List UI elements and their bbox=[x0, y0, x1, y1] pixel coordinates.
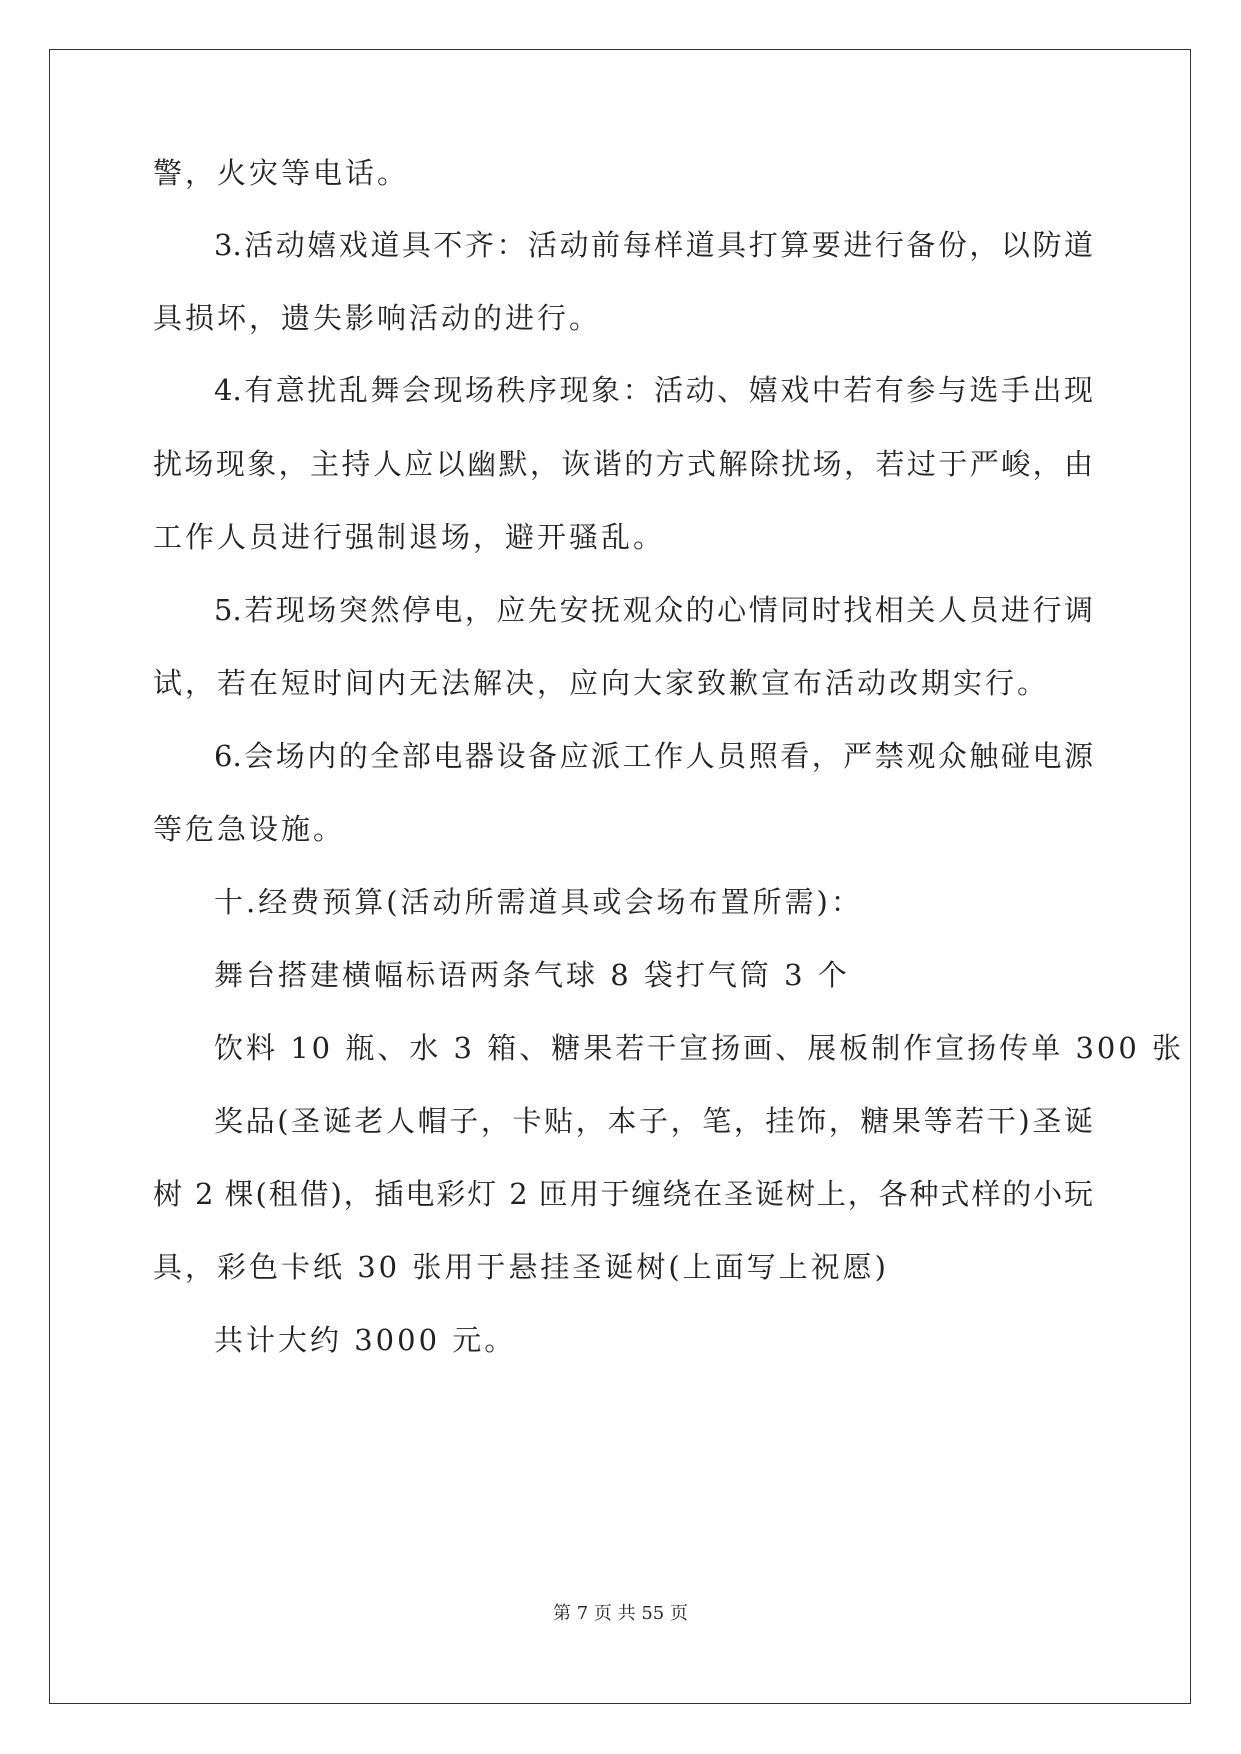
text-line: 具损坏，遗失影响活动的进行。 bbox=[153, 301, 602, 335]
text-line: 试，若在短时间内无法解决，应向大家致歉宣布活动改期实行。 bbox=[153, 666, 1050, 700]
text-line: 奖品(圣诞老人帽子，卡贴，本子，笔，挂饰，糖果等若干)圣诞 bbox=[214, 1104, 1093, 1138]
text-line: 具，彩色卡纸 30 张用于悬挂圣诞树(上面写上祝愿) bbox=[153, 1250, 889, 1284]
text-line: 舞台搭建横幅标语两条气球 8 袋打气筒 3 个 bbox=[214, 958, 850, 992]
text-line: 工作人员进行强制退场，避开骚乱。 bbox=[153, 520, 666, 554]
text-line: 6.会场内的全部电器设备应派工作人员照看，严禁观众触碰电源 bbox=[214, 739, 1093, 773]
text-line: 5.若现场突然停电，应先安抚观众的心情同时找相关人员进行调 bbox=[214, 593, 1093, 627]
text-line: 扰场现象，主持人应以幽默，诙谐的方式解除扰场，若过于严峻，由 bbox=[153, 447, 1093, 481]
text-line: 等危急设施。 bbox=[153, 812, 346, 846]
text-line: 共计大约 3000 元。 bbox=[214, 1323, 517, 1357]
section-heading: 十.经费预算(活动所需道具或会场布置所需)： bbox=[214, 885, 863, 919]
text-line: 4.有意扰乱舞会现场秩序现象：活动、嬉戏中若有参与选手出现 bbox=[214, 373, 1093, 407]
text-line: 树 2 棵(租借)，插电彩灯 2 匝用于缠绕在圣诞树上，各种式样的小玩 bbox=[153, 1177, 1093, 1211]
page-number-footer: 第 7 页 共 55 页 bbox=[553, 1603, 688, 1624]
text-line: 饮料 10 瓶、水 3 箱、糖果若干宣扬画、展板制作宣扬传单 300 张 bbox=[214, 1031, 1185, 1065]
text-line: 3.活动嬉戏道具不齐：活动前每样道具打算要进行备份，以防道 bbox=[214, 228, 1093, 262]
text-line: 警，火灾等电话。 bbox=[153, 156, 410, 190]
